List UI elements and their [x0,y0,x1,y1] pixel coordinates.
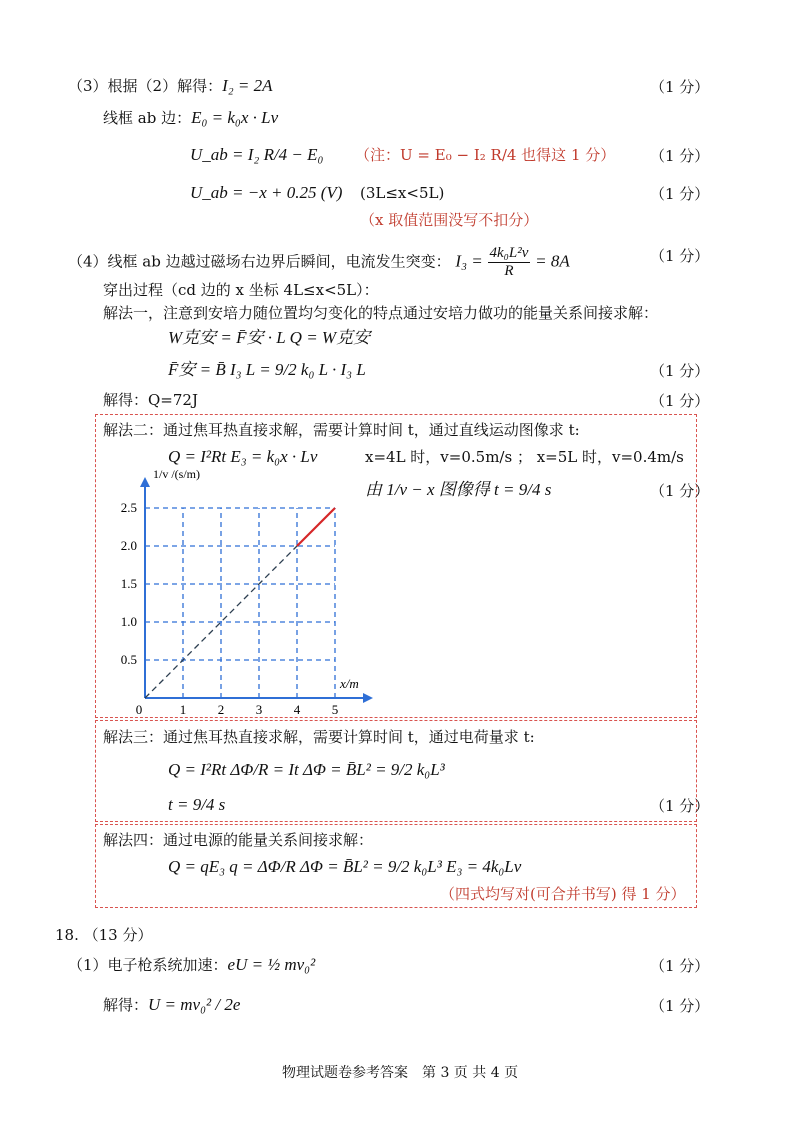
p4-method1: 解法一，注意到安培力随位置均匀变化的特点通过安培力做功的能量关系间接求解： [103,304,659,322]
p3-uab-result: U_ab = −x + 0.25 (V) [190,183,343,202]
score-p4-5: （1 分） [650,797,710,815]
q18-title: 18. （13 分） [55,926,153,944]
p4-method1-c: 解得：Q=72J [103,391,198,409]
p4-current-fraction: $\frac{\text{4k₀L²v}}{R}$ [489,245,529,279]
p4-method1-a: W克安 = F̄安 · L Q = W克安 [168,328,371,347]
p4-method2: 解法二：通过焦耳热直接求解，需要计算时间 t，通过直线运动图像求 t: [103,421,580,439]
score-q18-2: （1 分） [650,997,710,1015]
q18-line1: （1）电子枪系统加速：eU = ½ mv₀² [68,955,316,974]
score-p3-3: （1 分） [650,185,710,203]
y-axis-label: 1/v /(s/m) [153,467,200,481]
p4-method2-b: x=4L 时，v=0.5m/s ； x=5L 时，v=0.4m/s [365,448,684,466]
inverse-velocity-chart [115,460,375,715]
p3-note: （注：U = E₀ − I₂ R/4 也得这 1 分） [355,146,616,164]
p4-method4-note: （四式均写对(可合并书写) 得 1 分） [440,885,686,903]
p3-line1: （3）根据（2）解得：I₂ = 2A [68,76,273,95]
score-p4-2: （1 分） [650,362,710,380]
y-tick-label: 2.5 [120,500,137,515]
series-solid-line [297,508,335,546]
score-p3-1: （1 分） [650,78,710,96]
y-axis-arrow-icon [140,477,150,487]
p4-method3: 解法三：通过焦耳热直接求解，需要计算时间 t，通过电荷量求 t: [103,728,535,746]
p3-range-note: （x 取值范围没写不扣分） [360,211,539,229]
y-tick-label: 1.0 [120,614,137,629]
score-q18-1: （1 分） [650,957,710,975]
q18-line2: 解得：U = mv₀² / 2e [103,995,241,1014]
x-tick-label: 0 [135,702,143,715]
y-tick-label: 2.0 [120,538,137,553]
page-footer: 物理试题卷参考答案 第 3 页 共 4 页 [282,1065,519,1081]
p3-range: (3L≤x<5L) [360,184,445,202]
score-p4-3: （1 分） [650,392,710,410]
p4-method1-b: F̄安 = B̄ I₃ L = 9/2 k₀ L · I₃ L [168,360,366,379]
x-tick-label: 4 [293,702,301,715]
p3-line2: 线框 ab 边：E₀ = k₀x · Lv [103,108,279,127]
score-p3-2: （1 分） [650,147,710,165]
y-tick-label: 1.5 [120,576,137,591]
x-tick-label: 2 [217,702,225,715]
p4-method4-a: Q = qE₃ q = ΔΦ/R ΔΦ = B̄L² = 9/2 k₀L³ E₃ = 4k₀Lv [168,857,522,876]
score-p4-4: （1 分） [650,482,710,500]
y-tick-label: 0.5 [120,652,137,667]
x-tick-label: 3 [255,702,263,715]
p3-uab-formula: U_ab = I₂ R/4 − E₀ [190,145,324,164]
score-p4-1: （1 分） [650,247,710,265]
x-axis-label: x/m [340,676,359,691]
p4-line1: （4）线框 ab 边越过磁场右边界后瞬间，电流发生突变： I₃ = $\frac{\text{4k₀L²v}}{R}$ = 8A [68,245,570,279]
x-tick-label: 1 [179,702,187,715]
x-axis-arrow-icon [363,693,373,703]
x-tick-label: 5 [331,702,339,715]
p4-method2-c: 由 1/v − x 图像得 t = 9/4 s [365,480,552,499]
p4-line2: 穿出过程（cd 边的 x 坐标 4L≤x<5L）： [103,281,379,299]
p4-method4: 解法四：通过电源的能量关系间接求解： [103,831,374,849]
p4-method3-b: t = 9/4 s [168,795,226,814]
p4-method2-a: Q = I²Rt E₃ = k₀x · Lv [168,447,318,466]
p4-method3-a: Q = I²Rt ΔΦ/R = It ΔΦ = B̄L² = 9/2 k₀L³ [168,760,445,779]
